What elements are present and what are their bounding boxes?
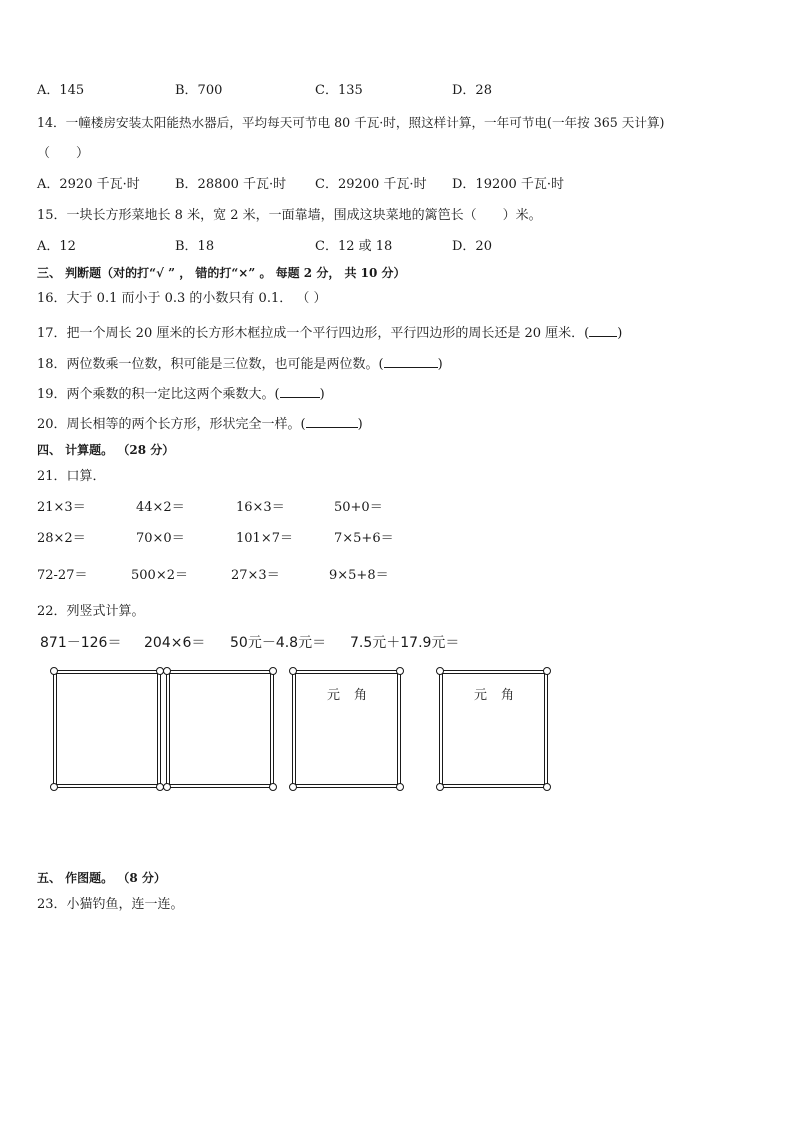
q22-box4-unit-label: 元角 [474,688,529,703]
corner-ornament-icon [163,667,171,675]
q21-r2-c3: 101×7＝ [236,531,293,546]
section3-heading: 三、 判断题（对的打“√ ” ， 错的打“×” 。 每题 2 分， 共 10 分） [37,266,406,280]
section5-heading: 五、 作图题。 （8 分） [37,871,166,885]
q13-option-a: A．145 [37,83,85,98]
q14-option-a: A．2920 千瓦·时 [37,177,140,192]
q21-title: 21．口算． [37,469,106,484]
q14-option-c: C．29200 千瓦·时 [315,177,427,192]
corner-ornament-icon [163,783,171,791]
q20-text: 20．周长相等的两个长方形，形状完全一样。( [37,417,306,432]
q14-option-b: B．28800 千瓦·时 [175,177,287,192]
q21-r1-c3: 16×3＝ [236,500,285,515]
corner-ornament-icon [436,667,444,675]
q15-option-c: C．12 或 18 [315,239,393,254]
q21-r3-c1: 72-27＝ [37,568,88,583]
corner-ornament-icon [396,783,404,791]
q20-close: ) [357,417,363,432]
q22-work-box-2[interactable] [166,670,274,788]
q15-stem: 15．一块长方形菜地长 8 米，宽 2 米，一面靠墙，围成这块菜地的篱笆长（ ）米。 [37,208,542,223]
q21-r2-c2: 70×0＝ [136,531,185,546]
q22-work-box-4[interactable] [439,670,548,788]
q22-work-box-3[interactable] [292,670,401,788]
q22-work-box-1[interactable] [53,670,161,788]
q21-r2-c1: 28×2＝ [37,531,86,546]
q15-option-a: A．12 [37,239,76,254]
q14-paren: （ ） [37,146,90,161]
q21-r3-c3: 27×3＝ [231,568,280,583]
q21-r1-c4: 50+0＝ [334,500,383,515]
q22-expr-1: 871－126＝ [40,635,122,651]
corner-ornament-icon [396,667,404,675]
q23-text: 23．小猫钓鱼，连一连。 [37,897,184,912]
corner-ornament-icon [50,783,58,791]
q22-expr-4: 7.5元＋17.9元＝ [350,635,460,651]
q21-r1-c1: 21×3＝ [37,500,86,515]
q21-r1-c2: 44×2＝ [136,500,185,515]
q18 [37,355,443,373]
q22-expr-2: 204×6＝ [144,635,206,651]
corner-ornament-icon [543,667,551,675]
q14-option-d: D．19200 千瓦·时 [452,177,565,192]
q19-answer-blank[interactable] [280,385,320,398]
q17 [37,324,622,342]
corner-ornament-icon [50,667,58,675]
corner-ornament-icon [543,783,551,791]
section4-heading: 四、 计算题。 （28 分） [37,443,175,457]
corner-ornament-icon [289,667,297,675]
corner-ornament-icon [289,783,297,791]
q13-option-c: C．135 [315,83,363,98]
q19 [37,385,325,403]
q16-text: 16．大于 0.1 而小于 0.3 的小数只有 0.1． （ ） [37,291,327,306]
corner-ornament-icon [269,783,277,791]
q15-option-b: B．18 [175,239,215,254]
q22-box3-unit-label: 元角 [327,688,382,703]
corner-ornament-icon [436,783,444,791]
q15-option-d: D．20 [452,239,492,254]
q22-expr-3: 50元－4.8元＝ [230,635,327,651]
q22-title: 22．列竖式计算。 [37,604,145,619]
q21-r2-c4: 7×5+6＝ [334,531,394,546]
q14-stem: 14．一幢楼房安装太阳能热水器后，平均每天可节电 80 千瓦·时，照这样计算，一年可节电(一年按 365 天计算) [37,115,665,130]
q20-answer-blank[interactable] [306,415,358,428]
q21-r3-c4: 9×5+8＝ [329,568,389,583]
q18-close: ) [437,357,443,372]
q19-close: ) [319,387,325,402]
q17-answer-blank[interactable] [589,324,617,337]
corner-ornament-icon [269,667,277,675]
q13-option-b: B．700 [175,83,223,98]
q17-close: ) [617,326,623,341]
q17-text: 17．把一个周长 20 厘米的长方形木框拉成一个平行四边形，平行四边形的周长还是 20 厘米．( [37,326,590,341]
q18-text: 18．两位数乘一位数，积可能是三位数，也可能是两位数。( [37,357,384,372]
q19-text: 19．两个乘数的积一定比这两个乘数大。( [37,387,280,402]
q13-option-d: D．28 [452,83,492,98]
q21-r3-c2: 500×2＝ [131,568,188,583]
q20 [37,415,363,433]
q18-answer-blank[interactable] [384,355,438,368]
